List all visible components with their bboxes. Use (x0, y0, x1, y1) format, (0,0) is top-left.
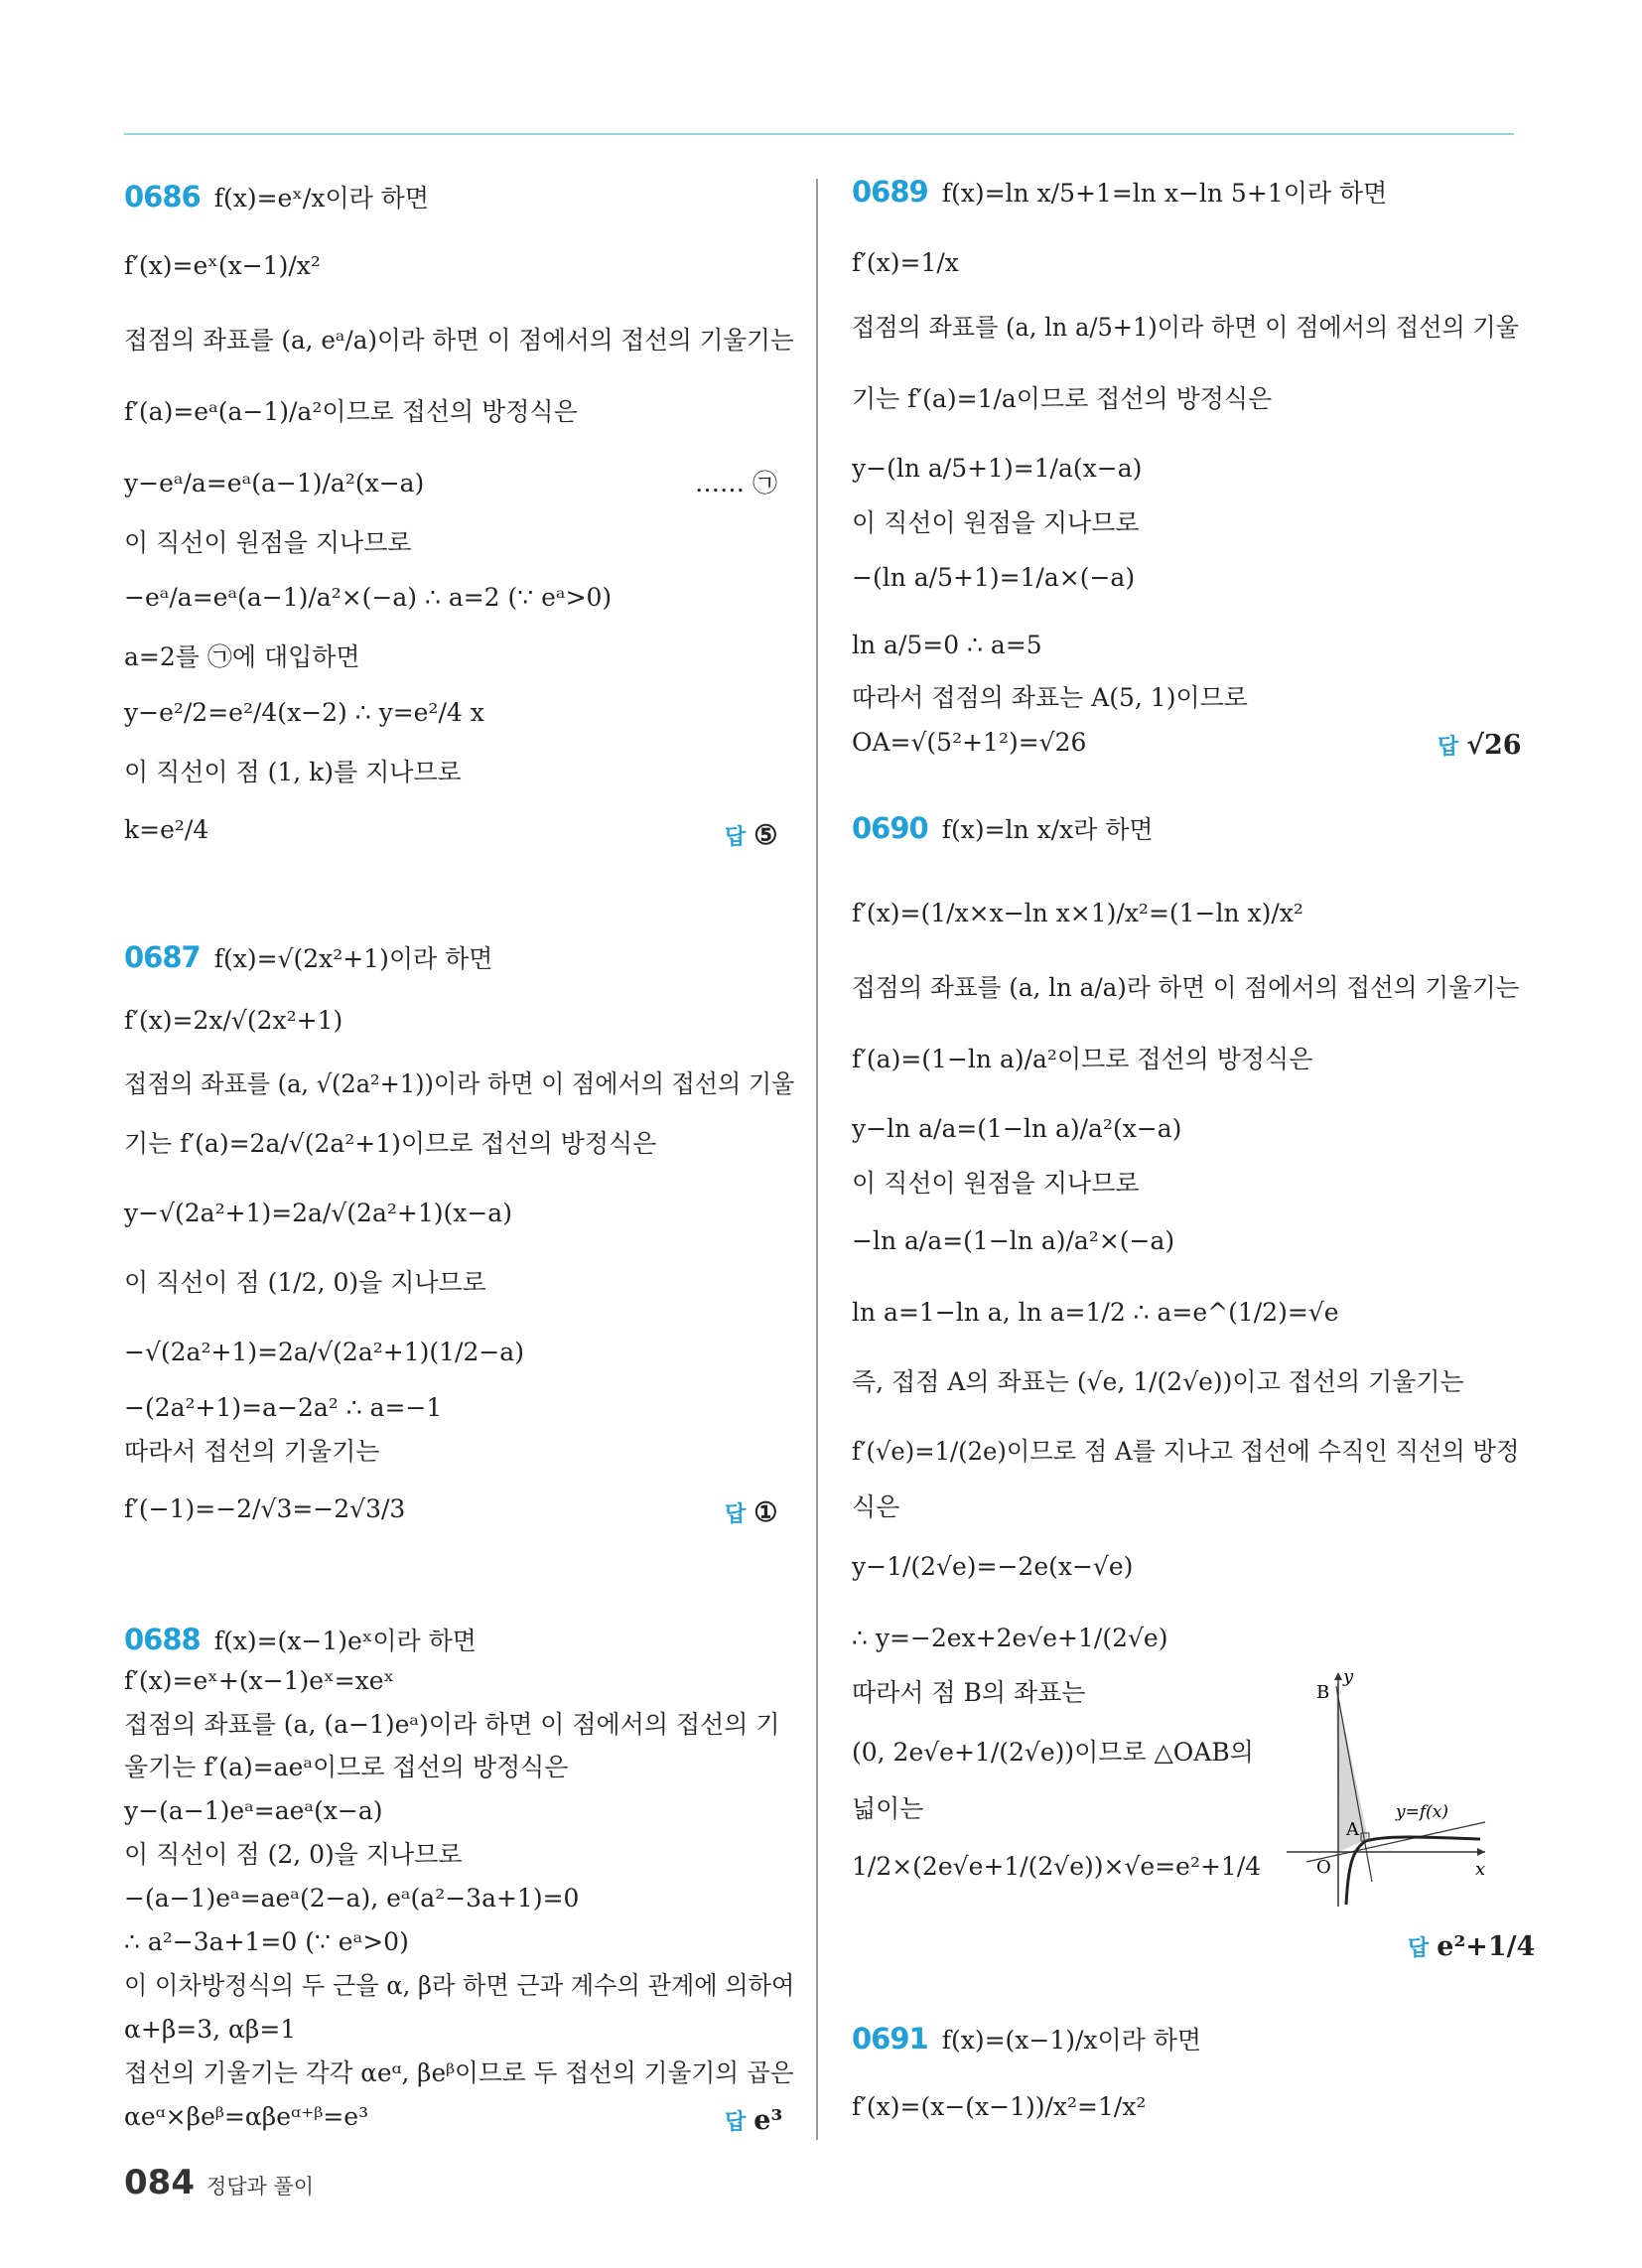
solution-line (852, 565, 1135, 590)
math-text: f(x)=(x−1)eˣ이라 하면 (213, 1627, 477, 1655)
math-text: 이 직선이 원점을 지나므로 (852, 1169, 1140, 1198)
math-text: 울기는 f′(a)=aeᵃ이므로 접선의 방정식은 (124, 1753, 569, 1781)
solution-line (852, 975, 1519, 1000)
solution-line (124, 1340, 524, 1364)
page-footer (124, 2163, 314, 2202)
solution-line (852, 456, 1142, 481)
math-text: ∴ y=−2ex+2e√e+1/(2√e) (852, 1624, 1168, 1652)
math-text: ln a=1−ln a, ln a=1/2 ∴ a=e^(1/2)=√e (852, 1298, 1339, 1327)
math-text: 접점의 좌표를 (a, (a−1)eᵃ)이라 하면 이 점에서의 접선의 기 (124, 1710, 780, 1739)
answer-value: e³ (753, 2105, 783, 2136)
solution-line (124, 700, 484, 725)
solution-line (124, 1131, 656, 1156)
math-text: α+β=3, αβ=1 (124, 2015, 297, 2044)
footer-label: 정답과 풀이 (205, 2175, 315, 2198)
math-text: a=2를 ㉠에 대입하면 (124, 642, 360, 671)
math-text: OA=√(5²+1²)=√26 (852, 728, 1087, 757)
math-text: −(ln a/5+1)=1/a×(−a) (852, 563, 1136, 592)
problem-number: 0687 (124, 940, 201, 974)
solution-line (124, 399, 578, 424)
problem-header (852, 811, 1154, 845)
math-text: y−√(2a²+1)=2a/√(2a²+1)(x−a) (124, 1199, 512, 1227)
solution-line (124, 817, 208, 842)
problem-header (852, 2022, 1202, 2055)
solution-line (852, 1854, 1261, 1879)
math-text: 이 직선이 점 (1/2, 0)을 지나므로 (124, 1268, 486, 1297)
math-text: f′(x)=(1/x×x−ln x×1)/x²=(1−ln x)/x² (852, 899, 1303, 927)
solution-line (124, 2017, 296, 2042)
solution-line (852, 250, 959, 275)
math-text: 즉, 접점 A의 좌표는 (√e, 1/(2√e))이고 접선의 기울기는 (852, 1367, 1464, 1396)
solution-line (124, 328, 794, 353)
math-text: 접점의 좌표를 (a, ln a/5+1)이라 하면 이 점에서의 접선의 기울 (852, 313, 1519, 342)
math-text: f(x)=ln x/x라 하면 (941, 815, 1154, 844)
problem-number: 0686 (124, 180, 201, 213)
answer-label: 답 (1437, 735, 1459, 760)
origin-label: O (1316, 1857, 1331, 1878)
solution-line (124, 2060, 794, 2085)
answer-0689 (1437, 730, 1522, 761)
solution-line (124, 1270, 486, 1295)
solution-line (124, 1886, 579, 1911)
solution-line (124, 1712, 780, 1737)
solution-line (124, 1929, 409, 1954)
math-text: 접점의 좌표를 (a, √(2a²+1))이라 하면 이 점에서의 접선의 기울 (124, 1069, 795, 1098)
solution-line (852, 510, 1140, 535)
x-axis-arrow (1477, 1848, 1485, 1856)
answer-label: 답 (1408, 1936, 1430, 1961)
solution-line (124, 1496, 405, 1521)
solution-line (124, 2104, 368, 2129)
solution-line (852, 1369, 1464, 1394)
math-text: 1/2×(2e√e+1/(2√e))×√e=e²+1/4 (852, 1852, 1262, 1881)
solution-line (852, 901, 1303, 925)
answer-value: e²+1/4 (1437, 1931, 1536, 1962)
solution-line (852, 633, 1042, 657)
solution-line (124, 644, 360, 669)
answer-0688 (725, 2105, 782, 2136)
solution-line (852, 1171, 1140, 1196)
math-text: f′(√e)=1/(2e)이므로 점 A를 지나고 접선에 수직인 직선의 방정 (852, 1437, 1520, 1466)
solution-line (852, 2094, 1146, 2119)
math-text: 따라서 접선의 기울기는 (124, 1437, 380, 1466)
math-text: 접점의 좌표를 (a, ln a/a)라 하면 이 점에서의 접선의 기울기는 (852, 973, 1520, 1002)
answer-0686 (725, 820, 777, 851)
y-axis-label: y (1343, 1668, 1354, 1687)
math-text: 접점의 좌표를 (a, eᵃ/a)이라 하면 이 점에서의 접선의 기울기는 (124, 326, 794, 354)
math-text: y−ln a/a=(1−ln a)/a²(x−a) (852, 1114, 1182, 1143)
math-text: f′(x)=1/x (852, 248, 959, 277)
math-text: 따라서 접점의 좌표는 A(5, 1)이므로 (852, 683, 1248, 712)
solution-line (124, 1071, 794, 1096)
math-text: 기는 f′(a)=1/a이므로 접선의 방정식은 (852, 384, 1273, 413)
math-text: f′(a)=(1−ln a)/a²이므로 접선의 방정식은 (852, 1045, 1313, 1073)
solution-line (852, 386, 1272, 411)
math-text: f′(x)=eˣ+(x−1)eˣ=xeˣ (124, 1666, 395, 1695)
math-text: f′(−1)=−2/√3=−2√3/3 (124, 1494, 406, 1523)
y-axis-arrow (1334, 1672, 1342, 1680)
math-text: ∴ a²−3a+1=0 (∵ eᵃ>0) (124, 1927, 409, 1956)
math-text: y−1/(2√e)=−2e(x−√e) (852, 1552, 1134, 1581)
math-text: y−(a−1)eᵃ=aeᵃ(x−a) (124, 1796, 383, 1825)
solution-line (124, 1973, 794, 1998)
point-a-label: A (1346, 1819, 1359, 1840)
page-number: 084 (124, 2163, 195, 2202)
math-text: −√(2a²+1)=2a/√(2a²+1)(1/2−a) (124, 1338, 524, 1366)
math-text: 따라서 점 B의 좌표는 (852, 1678, 1086, 1707)
math-text: …… ㉠ (695, 469, 777, 497)
tangent-line (1306, 1822, 1485, 1862)
answer-value: ⑤ (753, 820, 778, 851)
problem-header (124, 940, 493, 974)
math-text: 이 직선이 원점을 지나므로 (124, 528, 412, 557)
math-text: −(2a²+1)=a−2a² ∴ a=−1 (124, 1393, 443, 1422)
math-text: y−eᵃ/a=eᵃ(a−1)/a²(x−a) (124, 469, 425, 497)
answer-label: 답 (725, 2110, 747, 2135)
x-axis-label: x (1475, 1859, 1486, 1880)
math-text: 이 직선이 원점을 지나므로 (852, 508, 1140, 537)
solution-line (124, 1755, 568, 1779)
problem-header (852, 175, 1388, 209)
solution-line (124, 1798, 383, 1823)
math-text: f(x)=ln x/5+1=ln x−ln 5+1이라 하면 (941, 179, 1388, 208)
problem-number: 0691 (852, 2022, 928, 2055)
solution-line (852, 1494, 899, 1519)
solution-line (852, 1047, 1312, 1071)
math-text: y−(ln a/5+1)=1/a(x−a) (852, 454, 1143, 483)
math-text: k=e²/4 (124, 815, 209, 844)
math-text: f′(a)=eᵃ(a−1)/a²이므로 접선의 방정식은 (124, 397, 578, 426)
problem-header (124, 180, 429, 213)
math-text: −ln a/a=(1−ln a)/a²×(−a) (852, 1226, 1175, 1255)
math-text: f(x)=(x−1)/x이라 하면 (941, 2026, 1202, 2055)
solution-line (124, 1008, 342, 1033)
math-text: y−e²/2=e²/4(x−2) ∴ y=e²/4 x (124, 698, 484, 727)
math-text: −(a−1)eᵃ=aeᵃ(2−a), eᵃ(a²−3a+1)=0 (124, 1884, 580, 1913)
solution-line (852, 1626, 1167, 1650)
answer-value: ① (753, 1497, 778, 1528)
solution-line (852, 315, 1519, 340)
math-text: f(x)=eˣ/x이라 하면 (213, 184, 429, 213)
solution-line (852, 1116, 1181, 1141)
point-b-label: B (1316, 1682, 1330, 1703)
answer-value: √26 (1466, 730, 1522, 761)
solution-line (852, 685, 1248, 710)
problem-number: 0688 (124, 1623, 201, 1656)
math-text: f′(x)=2x/√(2x²+1) (124, 1006, 343, 1035)
header-rule (124, 133, 1514, 135)
problem-number: 0690 (852, 811, 928, 845)
solution-line (124, 253, 321, 278)
curve-label: y=f(x) (1396, 1802, 1448, 1822)
solution-line (852, 1439, 1519, 1464)
math-text: 이 이차방정식의 두 근을 α, β라 하면 근과 계수의 관계에 의하여 (124, 1971, 795, 2000)
math-text: 접선의 기울기는 각각 αeᵅ, βeᵝ이므로 두 접선의 기울기의 곱은 (124, 2058, 794, 2087)
solution-line (124, 1439, 379, 1464)
solution-line (124, 1201, 512, 1225)
triangle-oab-figure (1287, 1668, 1495, 1907)
math-text: 이 직선이 점 (2, 0)을 지나므로 (124, 1840, 463, 1869)
problem-number: 0689 (852, 175, 928, 209)
math-text: (0, 2e√e+1/(2√e))이므로 △OAB의 (852, 1738, 1254, 1767)
solution-line (124, 530, 412, 555)
math-text: −eᵃ/a=eᵃ(a−1)/a²×(−a) ∴ a=2 (∵ eᵃ>0) (124, 583, 613, 612)
answer-label: 답 (725, 825, 747, 850)
solution-line (852, 1740, 1254, 1765)
solution-line (124, 760, 462, 784)
math-text: 넓이는 (852, 1794, 924, 1823)
math-text: f(x)=√(2x²+1)이라 하면 (213, 944, 493, 973)
solution-line (852, 1228, 1174, 1253)
solution-line (695, 471, 777, 496)
solution-line (124, 471, 424, 496)
answer-0690 (1408, 1931, 1535, 1962)
math-text: f′(x)=eˣ(x−1)/x² (124, 251, 321, 280)
solution-line (852, 1300, 1339, 1325)
solution-line (124, 1668, 394, 1693)
math-text: αeᵅ×βeᵝ=αβeᵅ⁺ᵝ=e³ (124, 2102, 369, 2131)
math-text: 기는 f′(a)=2a/√(2a²+1)이므로 접선의 방정식은 (124, 1129, 657, 1158)
answer-label: 답 (725, 1502, 747, 1527)
solution-line (852, 1554, 1133, 1579)
column-divider (816, 179, 818, 2140)
answer-0687 (725, 1497, 777, 1528)
solution-line (852, 1680, 1085, 1705)
solution-line (852, 1796, 923, 1821)
solution-line (124, 585, 612, 610)
solution-line (852, 730, 1086, 755)
solution-line (124, 1395, 442, 1420)
problem-header (124, 1623, 477, 1656)
math-text: ln a/5=0 ∴ a=5 (852, 631, 1042, 659)
math-text: 식은 (852, 1492, 900, 1521)
math-text: f′(x)=(x−(x−1))/x²=1/x² (852, 2092, 1147, 2121)
solution-line (124, 1842, 463, 1867)
math-text: 이 직선이 점 (1, k)를 지나므로 (124, 758, 462, 786)
